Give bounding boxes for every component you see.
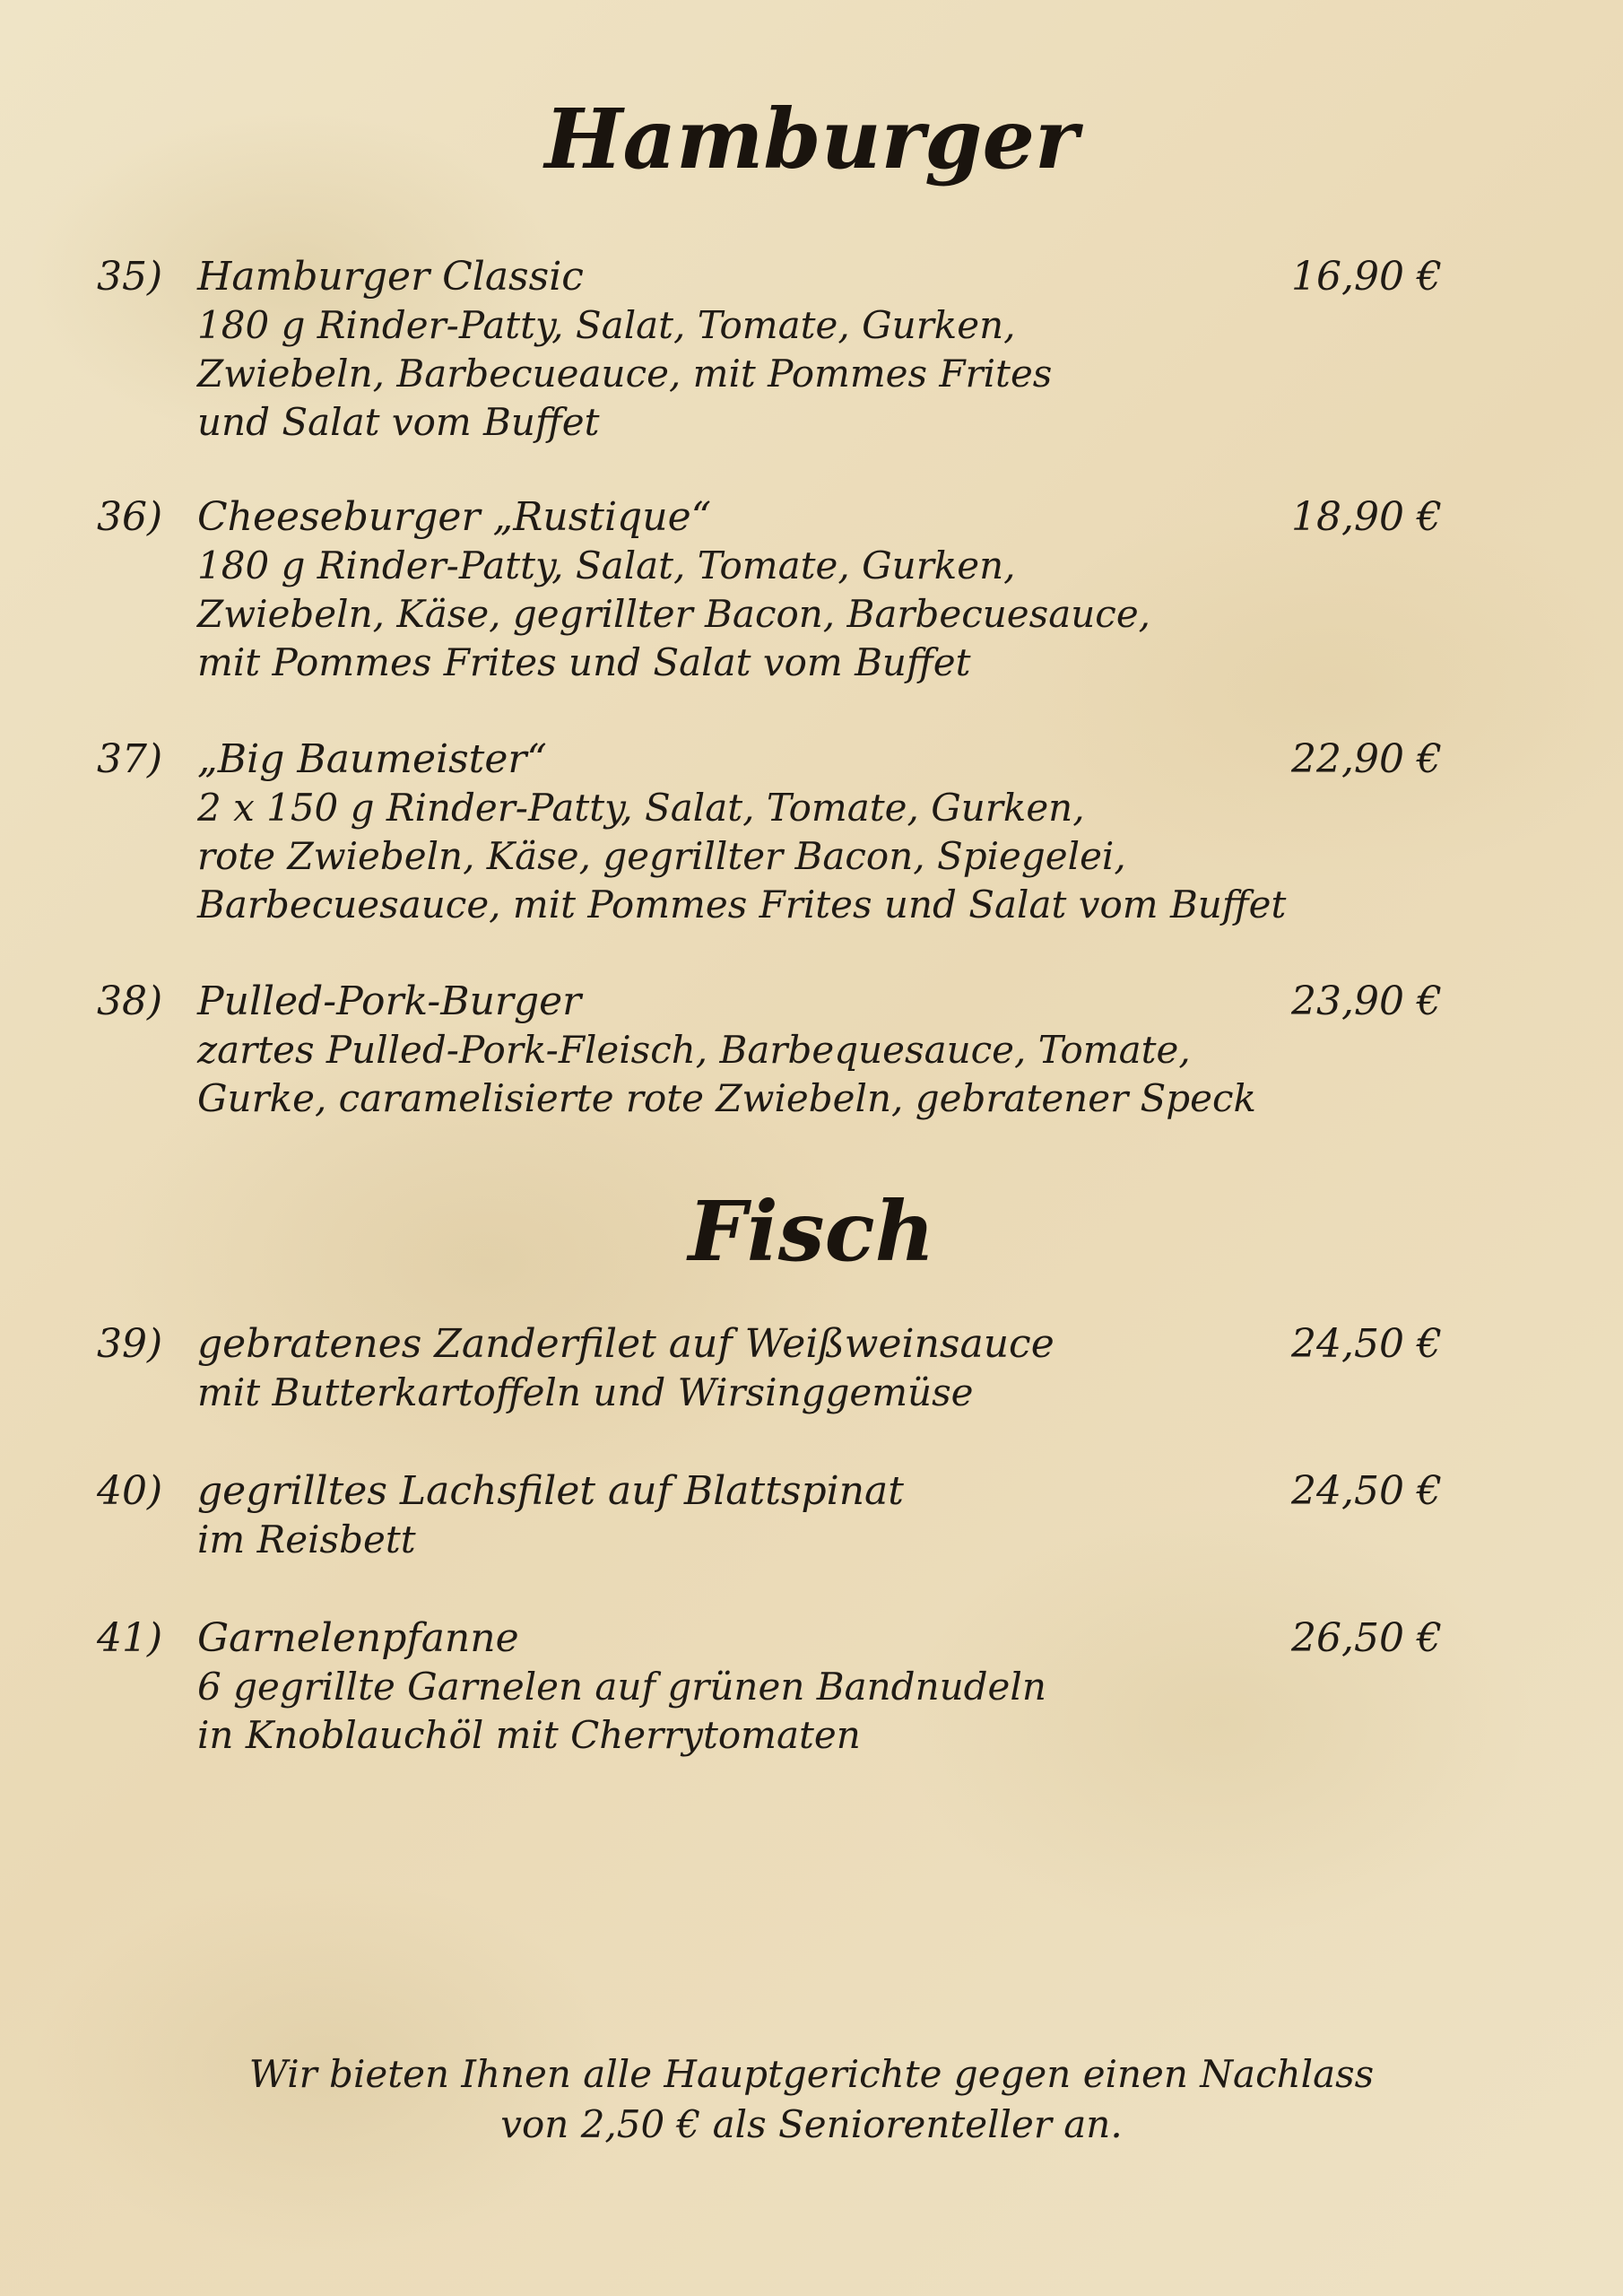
item-description (197, 1516, 1442, 1564)
item-description (197, 1026, 1442, 1123)
item-number: 39) (97, 1321, 163, 1367)
item-name: gegrilltes Lachsfilet auf Blattspinat (197, 1468, 904, 1514)
item-name: gebratenes Zanderfilet auf Weißweinsauce (197, 1321, 1055, 1367)
section-title-fisch: Fisch (688, 1183, 935, 1280)
item-price: 26,50 € (1291, 1615, 1442, 1661)
item-price: 24,50 € (1291, 1321, 1442, 1367)
menu-item-41 (97, 1614, 1442, 1760)
section-title-hamburger: Hamburger (544, 91, 1079, 187)
item-description (197, 301, 1442, 447)
description-line: rote Zwiebeln, Käse, gegrillter Bacon, Spiegelei, (197, 834, 1126, 878)
footer-line: von 2,50 € als Seniorenteller an. (500, 2102, 1123, 2146)
description-line: Barbecuesauce, mit Pommes Frites und Salat vom Buffet (197, 883, 1287, 926)
item-description (197, 542, 1442, 687)
senior-discount-note (0, 2049, 1623, 2150)
item-description (197, 1369, 1442, 1417)
item-number: 36) (97, 494, 163, 540)
item-number: 41) (97, 1615, 163, 1661)
item-number: 38) (97, 978, 163, 1024)
item-description (197, 1663, 1442, 1760)
menu-item-36 (97, 493, 1442, 687)
description-line: und Salat vom Buffet (197, 400, 600, 444)
item-price: 23,90 € (1291, 978, 1442, 1024)
description-line: im Reisbett (197, 1518, 416, 1561)
description-line: Gurke, caramelisierte rote Zwiebeln, gebratener Speck (197, 1076, 1257, 1120)
description-line: 180 g Rinder-Patty, Salat, Tomate, Gurken, (197, 544, 1016, 587)
menu-item-38 (97, 978, 1442, 1123)
item-number: 35) (97, 254, 163, 300)
footer-line: Wir bieten Ihnen alle Hauptgerichte gegen einen Nachlass (248, 2052, 1375, 2096)
item-price: 24,50 € (1291, 1468, 1442, 1514)
description-line: Zwiebeln, Barbecueauce, mit Pommes Frites (197, 352, 1053, 396)
description-line: 180 g Rinder-Patty, Salat, Tomate, Gurken, (197, 303, 1016, 347)
menu-item-37 (97, 735, 1442, 929)
description-line: 6 gegrillte Garnelen auf grünen Bandnudeln (197, 1665, 1046, 1709)
item-price: 18,90 € (1291, 494, 1442, 540)
item-name: Cheeseburger „Rustique“ (197, 494, 712, 540)
item-name: Hamburger Classic (197, 254, 584, 300)
item-price: 16,90 € (1291, 254, 1442, 300)
description-line: in Knoblauchöl mit Cherrytomaten (197, 1713, 861, 1757)
item-price: 22,90 € (1291, 736, 1442, 782)
description-line: 2 x 150 g Rinder-Patty, Salat, Tomate, Gurken, (197, 786, 1085, 830)
menu-item-40 (97, 1467, 1442, 1564)
description-line: Zwiebeln, Käse, gegrillter Bacon, Barbecuesauce, (197, 592, 1151, 636)
menu-item-35 (97, 253, 1442, 447)
item-number: 40) (97, 1468, 163, 1514)
description-line: zartes Pulled-Pork-Fleisch, Barbequesauce, Tomate, (197, 1028, 1191, 1072)
item-name: Garnelenpfanne (197, 1615, 519, 1661)
item-number: 37) (97, 736, 163, 782)
item-name: „Big Baumeister“ (197, 736, 547, 782)
item-name: Pulled-Pork-Burger (197, 978, 582, 1024)
description-line: mit Pommes Frites und Salat vom Buffet (197, 640, 971, 684)
item-description (197, 784, 1442, 929)
menu-item-39 (97, 1320, 1442, 1417)
description-line: mit Butterkartoffeln und Wirsinggemüse (197, 1370, 974, 1414)
